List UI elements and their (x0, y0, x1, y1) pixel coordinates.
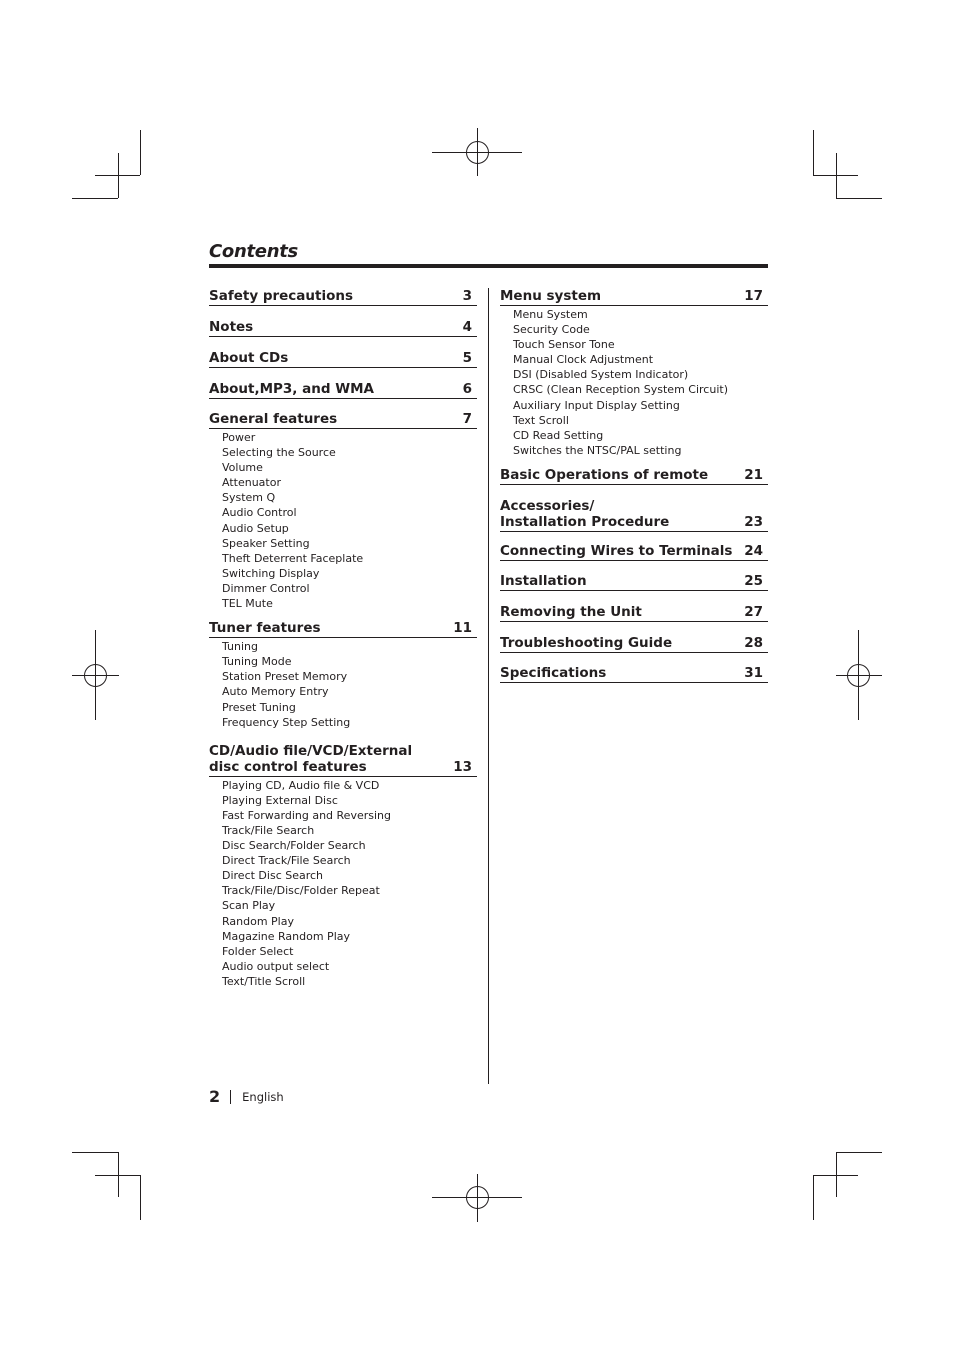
subtopic-item: DSI (Disabled System Indicator) (513, 368, 689, 382)
toc-section (209, 319, 477, 337)
column-divider (488, 288, 489, 1084)
subtopic-item: Direct Disc Search (222, 869, 324, 883)
subtopic-item: Text Scroll (513, 413, 569, 427)
contents-column-left (209, 288, 477, 989)
section-heading[interactable] (209, 319, 477, 337)
section-page-number: 25 (744, 572, 763, 589)
section-page-number: 13 (453, 758, 472, 775)
section-page-number: 6 (462, 381, 472, 397)
toc-section (209, 620, 477, 730)
toc-section (500, 467, 768, 485)
section-title: Troubleshooting Guide (500, 634, 673, 651)
section-page-number: 7 (462, 411, 472, 427)
subtopic-item: Auto Memory Entry (222, 685, 329, 699)
section-title: Specifications (500, 664, 607, 681)
toc-section (500, 498, 768, 532)
section-heading[interactable] (500, 573, 768, 591)
section-page-number: 4 (462, 319, 472, 335)
section-page-number: 28 (744, 634, 763, 651)
section-title: Safety precautions (209, 288, 354, 304)
section-title: Connecting Wires to Terminals (500, 542, 733, 559)
subtopic-item: Switches the NTSC/PAL setting (513, 443, 682, 457)
section-heading[interactable] (209, 620, 477, 638)
section-page-number: 24 (744, 542, 763, 559)
subtopic-item: Text/Title Scroll (222, 974, 306, 988)
subtopic-item: Volume (222, 461, 263, 475)
toc-section (500, 573, 768, 591)
subtopic-item: CRSC (Clean Reception System Circuit) (513, 383, 728, 397)
section-page-number: 21 (744, 466, 763, 483)
section-title: Menu system (500, 288, 602, 304)
subtopic-item: Tuning (222, 640, 259, 654)
section-title: About,MP3, and WMA (209, 381, 374, 397)
section-page-number: 11 (453, 620, 472, 637)
toc-section (500, 543, 768, 561)
toc-section (500, 288, 768, 458)
section-page-number: 27 (744, 603, 763, 620)
subtopic-item: Touch Sensor Tone (513, 338, 615, 352)
section-heading[interactable] (500, 635, 768, 653)
section-heading[interactable] (209, 411, 477, 429)
section-title: Basic Operations of remote (500, 466, 709, 483)
subtopic-item: Security Code (513, 323, 590, 337)
section-heading[interactable] (500, 467, 768, 485)
section-title: About CDs (209, 350, 289, 366)
subtopic-item: Frequency Step Setting (222, 715, 351, 729)
subtopic-item: Track/File Search (222, 823, 315, 837)
section-heading[interactable] (500, 665, 768, 683)
subtopic-list (209, 777, 477, 989)
page-number: 2 (209, 1087, 221, 1106)
subtopic-list (209, 429, 477, 611)
subtopic-item: Manual Clock Adjustment (513, 353, 654, 367)
toc-section (209, 411, 477, 611)
toc-section (500, 604, 768, 622)
toc-section (209, 743, 477, 989)
subtopic-item: Audio Control (222, 506, 297, 520)
subtopic-item: Playing CD, Audio file & VCD (222, 778, 380, 792)
section-heading[interactable] (209, 381, 477, 399)
toc-section (209, 288, 477, 306)
subtopic-item: Magazine Random Play (222, 929, 350, 943)
subtopic-item: Fast Forwarding and Reversing (222, 808, 391, 822)
section-heading[interactable] (500, 543, 768, 561)
subtopic-item: Preset Tuning (222, 700, 296, 714)
language-label: English (242, 1089, 284, 1104)
subtopic-item: Track/File/Disc/Folder Repeat (222, 884, 380, 898)
subtopic-item: Tuning Mode (222, 655, 292, 669)
toc-section (500, 665, 768, 683)
section-heading[interactable] (209, 350, 477, 368)
subtopic-item: Speaker Setting (222, 536, 310, 550)
section-title: Installation (500, 572, 587, 589)
subtopic-item: Theft Deterrent Faceplate (222, 551, 364, 565)
section-heading[interactable] (500, 288, 768, 306)
subtopic-item: Auxiliary Input Display Setting (513, 398, 680, 412)
section-page-number: 23 (744, 513, 763, 530)
section-title: Accessories/ Installation Procedure (500, 497, 670, 530)
section-heading[interactable] (500, 498, 768, 532)
section-page-number: 31 (744, 664, 763, 681)
subtopic-item: System Q (222, 491, 276, 505)
page-footer (209, 1087, 284, 1106)
subtopic-item: Disc Search/Folder Search (222, 839, 366, 853)
toc-section (500, 635, 768, 653)
subtopic-item: Scan Play (222, 899, 276, 913)
section-title: CD/Audio file/VCD/External disc control features (209, 742, 413, 775)
subtopic-list (209, 638, 477, 730)
section-heading[interactable] (209, 288, 477, 306)
toc-section (209, 381, 477, 399)
subtopic-item: Folder Select (222, 944, 294, 958)
subtopic-item: Switching Display (222, 566, 320, 580)
subtopic-item: Audio Setup (222, 521, 289, 535)
subtopic-list (500, 306, 768, 458)
subtopic-item: Selecting the Source (222, 446, 336, 460)
section-page-number: 5 (462, 350, 472, 366)
toc-section (209, 350, 477, 368)
subtopic-item: Dimmer Control (222, 581, 310, 595)
footer-separator (230, 1090, 231, 1104)
subtopic-item: Attenuator (222, 476, 281, 490)
subtopic-item: Direct Track/File Search (222, 854, 351, 868)
subtopic-item: Audio output select (222, 959, 330, 973)
section-page-number: 3 (462, 288, 472, 304)
section-title: General features (209, 411, 338, 427)
section-title: Removing the Unit (500, 603, 642, 620)
section-page-number: 17 (744, 288, 763, 304)
subtopic-item: Power (222, 431, 256, 444)
page-title: Contents (209, 241, 298, 262)
section-heading[interactable] (500, 604, 768, 622)
section-title: Notes (209, 319, 254, 335)
subtopic-item: TEL Mute (222, 597, 273, 611)
subtopic-item: Menu System (513, 308, 588, 321)
subtopic-item: Playing External Disc (222, 793, 338, 807)
section-title: Tuner features (209, 620, 321, 637)
section-heading[interactable] (209, 743, 477, 777)
subtopic-item: Station Preset Memory (222, 670, 348, 684)
subtopic-item: CD Read Setting (513, 428, 604, 442)
title-rule (209, 264, 768, 268)
contents-column-right (500, 288, 768, 683)
subtopic-item: Random Play (222, 914, 294, 928)
